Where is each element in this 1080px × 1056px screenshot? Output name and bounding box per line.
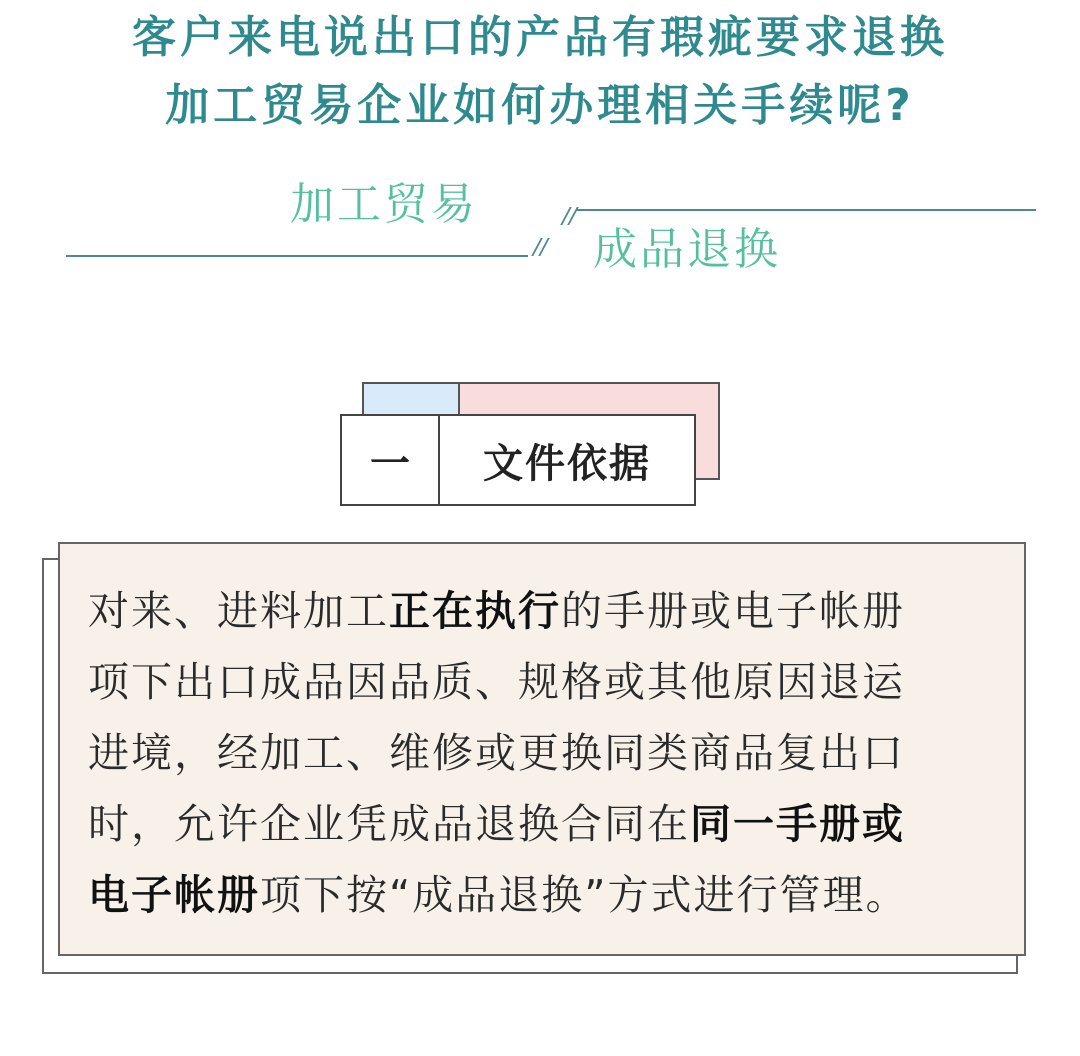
emphasis-text: 同一手册或	[690, 800, 905, 848]
divider-rule-right	[576, 209, 1036, 211]
content-line-5	[88, 860, 1008, 931]
tag-processing-trade: 加工贸易	[290, 179, 478, 230]
headline-line-1: 客户来电说出口的产品有瑕疵要求退换	[132, 12, 948, 63]
emphasis-text: 正在执行	[389, 587, 561, 635]
content-line-4	[88, 789, 1008, 860]
headline-line-2: 加工贸易企业如何办理相关手续呢?	[165, 80, 915, 131]
section-heading-accent-blue	[362, 382, 462, 418]
divider-rule-left	[66, 255, 528, 257]
tag-product-exchange: 成品退换	[593, 224, 781, 275]
text-run: 项下按“成品退换”方式进行管理。	[260, 871, 909, 919]
content-line-1	[88, 576, 1008, 647]
content-text	[88, 576, 1008, 931]
text-run: 时，允许企业凭成品退换合同在	[88, 800, 690, 848]
text-run: 对来、进料加工	[88, 587, 389, 635]
emphasis-text: 电子帐册	[88, 871, 260, 919]
section-heading	[340, 414, 696, 506]
section-number: 一	[342, 416, 440, 504]
text-run: 的手册或电子帐册	[561, 587, 905, 635]
content-line-3: 进境，经加工、维修或更换同类商品复出口	[88, 729, 905, 777]
content-line-2: 项下出口成品因品质、规格或其他原因退运	[88, 658, 905, 706]
section-title: 文件依据	[483, 440, 651, 487]
